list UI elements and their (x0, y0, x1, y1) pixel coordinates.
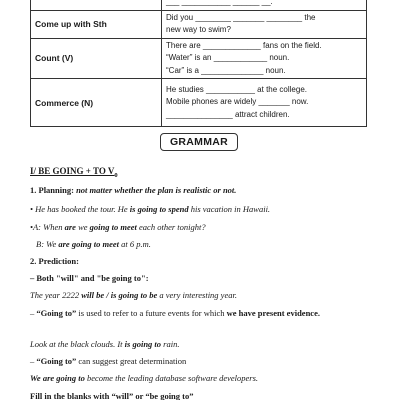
dash: – (30, 356, 37, 366)
example-line: Did you ________ _______ ________ the (166, 12, 316, 22)
table-example-cell (162, 0, 367, 10)
planning-description: not matter whether the plan is realistic or not. (76, 185, 237, 195)
example-text: a very interesting year. (157, 290, 237, 300)
example-text: his vacation in Hawaii. (188, 204, 271, 214)
example-sentence (30, 290, 237, 300)
table-example-cell (162, 10, 367, 38)
example-text: rain. (161, 339, 180, 349)
example-line: _______________ attract children. (166, 109, 290, 119)
example-sentence (30, 373, 258, 383)
bullet: • (30, 222, 33, 232)
example-text: become the leading database software developers. (84, 373, 259, 383)
table-row (31, 38, 367, 79)
example-text: each other tonight? (136, 222, 206, 232)
table-row (31, 10, 367, 38)
rule-text: is used to refer to a future events for which (76, 308, 227, 318)
table-row (31, 79, 367, 127)
table-term-cell: Count (V) (31, 38, 162, 79)
rule-bold: “Going to” (36, 308, 77, 318)
example-line: He studies ___________ at the college. (166, 84, 307, 94)
table-row (31, 0, 367, 10)
example-line: new way to swim? (166, 25, 231, 34)
both-rule: – Both "will" and "be going to": (30, 273, 149, 283)
example-bold: are (64, 222, 76, 232)
prediction-heading: 2. Prediction: (30, 256, 79, 266)
fill-in-instruction: Fill in the blanks with “will” or “be going to” (30, 391, 194, 400)
example-line: “Car” is a ______________ noun. (166, 65, 286, 75)
example-text: He has booked the tour. He (35, 204, 130, 214)
example-text: at 6 p.m. (119, 239, 151, 249)
example-line: “Water” is an ____________ noun. (166, 53, 290, 62)
example-text: B: We (36, 239, 59, 249)
vocabulary-table (30, 0, 367, 127)
example-bold: will be / is going to be (81, 290, 158, 300)
table-term-cell: Come up with Sth (31, 10, 162, 38)
planning-heading (30, 185, 236, 195)
example-text: A: When (32, 222, 65, 232)
table-term-cell (31, 0, 162, 10)
example-bold: going to meet (89, 222, 137, 232)
example-line: Mobile phones are widely _______ now. (166, 97, 309, 107)
table-example-cell (162, 38, 367, 79)
example-sentence (30, 204, 270, 214)
table-term-cell: Commerce (N) (31, 79, 162, 127)
grammar-badge: GRAMMAR (160, 133, 238, 151)
rule-text: can suggest great determination (76, 356, 187, 366)
determination-rule (30, 356, 186, 366)
example-bold: We are going to (30, 373, 85, 383)
section-heading-subscript: 0 (114, 171, 118, 179)
table-example-cell (162, 79, 367, 127)
section-heading-text: I/ BE GOING + TO V (30, 166, 115, 176)
example-sentence (30, 222, 206, 232)
bullet: • (30, 204, 33, 214)
example-bold: is going to spend (129, 204, 189, 214)
example-sentence (30, 339, 179, 349)
example-text: Look at the black clouds. It (30, 339, 125, 349)
dash: – (30, 308, 37, 318)
example-line: ___ ___________ ______ __. (166, 0, 273, 6)
example-bold: are going to meet (58, 239, 120, 249)
example-bold: is going to (124, 339, 162, 349)
example-text: The year 2222 (30, 290, 82, 300)
example-line: There are _____________ fans on the field. (166, 40, 322, 50)
evidence-rule (30, 307, 375, 319)
section-heading (30, 166, 118, 179)
example-sentence (36, 239, 151, 249)
planning-number: 1. Planning: (30, 185, 74, 195)
example-text: we (75, 222, 90, 232)
rule-bold: we have present evidence. (226, 308, 320, 318)
rule-bold: “Going to” (36, 356, 77, 366)
